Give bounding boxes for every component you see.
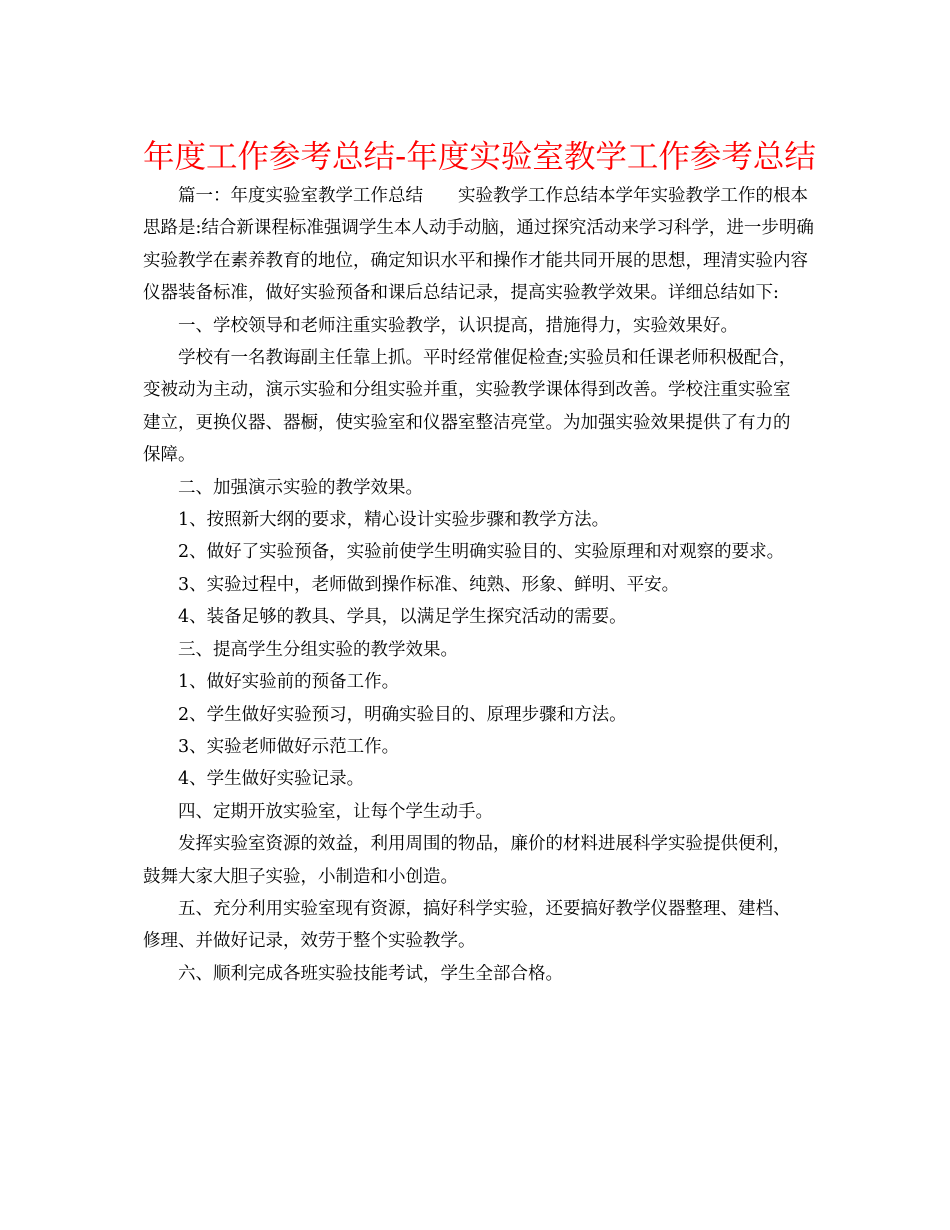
- list-item: 2、做好了实验预备，实验前使学生明确实验目的、实验原理和对观察的要求。: [178, 542, 785, 563]
- list-item: 4、学生做好实验记录。: [178, 769, 365, 790]
- list-item: 3、实验老师做好示范工作。: [178, 736, 400, 757]
- section-heading-3: 三、提高学生分组实验的教学效果。: [178, 639, 458, 660]
- paragraph-intro: 篇一：年度实验室教学工作总结 实验教学工作总结本学年实验教学工作的根本思路是:结合新课程标准强调学生本人动手动脑，通过探究活动来学习科学，进一步明确实验教学在素养教育的地位，确定知识水平和操作才能共同开展的思想，理清实验内容仪器装备标准，做好实验预备和课后总结记录，提高实验教学效果。详细总结如下:: [143, 186, 814, 304]
- paragraph-leadership: 学校有一名教诲副主任靠上抓。平时经常催促检查;实验员和任课老师积极配合，变被动为主动，演示实验和分组实验并重，实验教学课体得到改善。学校注重实验室建立，更换仪器、器橱，使实验室和仪器室整洁亮堂。为加强实验效果提供了有力的保障。: [143, 348, 797, 466]
- document-title: 年度工作参考总结-年度实验室教学工作参考总结: [143, 139, 816, 175]
- list-item: 3、实验过程中，老师做到操作标准、纯熟、形象、鲜明、平安。: [178, 574, 680, 595]
- section-heading-5: 五、充分利用实验室现有资源，搞好科学实验，还要搞好教学仪器整理、建档、修理、并做好记录，效劳于整个实验教学。: [143, 898, 791, 952]
- section-heading-1: 一、学校领导和老师注重实验教学，认识提高，措施得力，实验效果好。: [178, 315, 738, 336]
- list-item: 4、装备足够的教具、学具，以满足学生探究活动的需要。: [178, 607, 627, 628]
- paragraph-open-lab: 发挥实验室资源的效益，利用周围的物品，廉价的材料进展科学实验提供便利，鼓舞大家大胆子实验，小制造和小创造。: [143, 834, 791, 887]
- section-heading-6: 六、顺利完成各班实验技能考试，学生全部合格。: [178, 963, 563, 984]
- list-item: 1、做好实验前的预备工作。: [178, 672, 400, 693]
- list-item: 2、学生做好实验预习，明确实验目的、原理步骤和方法。: [178, 704, 627, 725]
- section-heading-2: 二、加强演示实验的教学效果。: [178, 477, 423, 498]
- document-body: [143, 180, 823, 990]
- list-item: 1、按照新大纲的要求，精心设计实验步骤和教学方法。: [178, 510, 610, 531]
- section-heading-4: 四、定期开放实验室，让每个学生动手。: [178, 801, 493, 822]
